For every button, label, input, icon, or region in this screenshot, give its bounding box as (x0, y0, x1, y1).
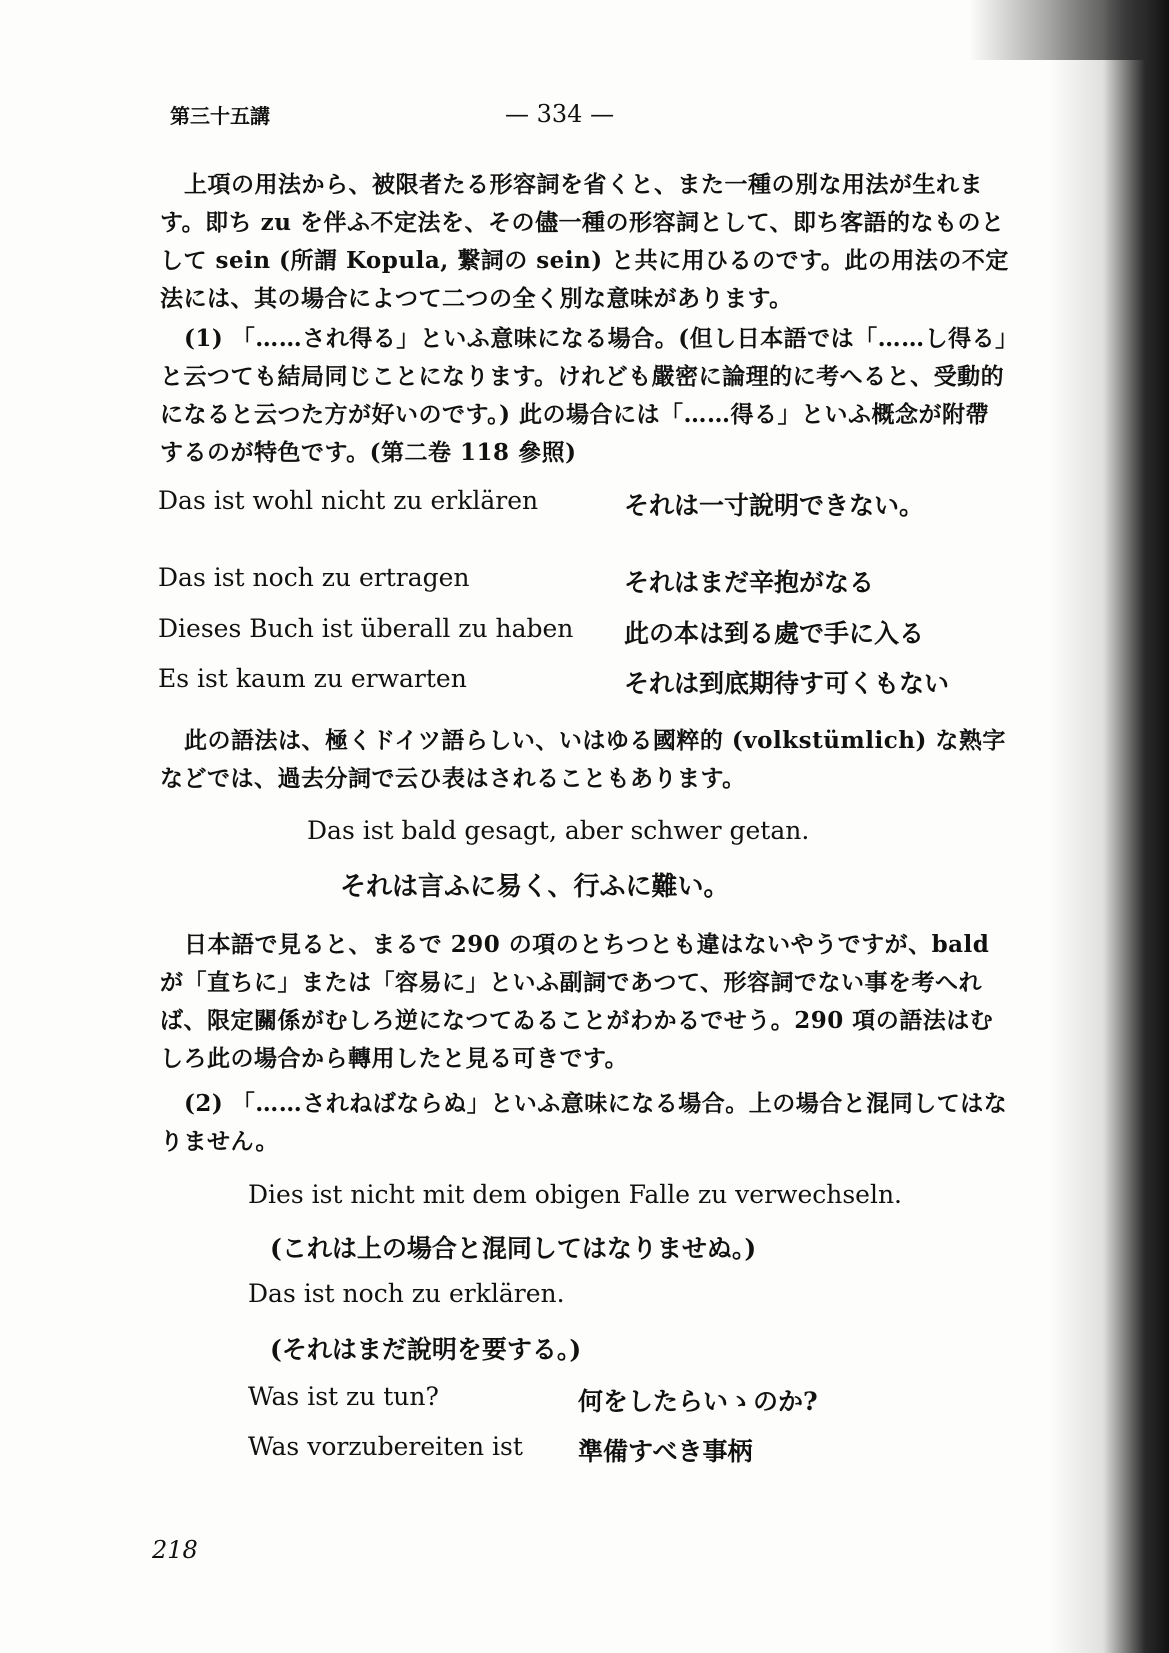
example-4-de: Es ist kaum zu erwarten (158, 664, 467, 693)
example-1-ja: それは一寸說明できない。 (624, 491, 925, 520)
example-7-de: Was ist zu tun? (248, 1382, 439, 1411)
page-edge-shadow (1049, 0, 1169, 1653)
example-6-ja: (それはまだ說明を要する。) (270, 1335, 582, 1364)
example-8-ja: 準備すべき事柄 (578, 1437, 753, 1466)
footer-page-number: 218 (152, 1536, 198, 1564)
paragraph-2-text: (1) 「……され得る」といふ意味になる場合。(但し日本語では「……し得る」と云つても結局同じことになります。けれども嚴密に論理的に考へると、受動的になると云つた方が好いのです。) 此の場合には「……得る」といふ概念が附帶するのが特色です。(第二卷 118 參照) (160, 325, 1008, 466)
proverb-de: Das ist bald gesagt, aber schwer getan. (307, 816, 810, 845)
paragraph-4 (160, 926, 1010, 1078)
example-6-de: Das ist noch zu erklären. (248, 1279, 565, 1308)
example-5-ja: (これは上の場合と混同してはなりませぬ。) (270, 1234, 757, 1263)
example-5-de: Dies ist nicht mit dem obigen Falle zu verwechseln. (248, 1180, 903, 1209)
paragraph-2 (160, 320, 1010, 472)
paragraph-5-text: (2) 「……されねばならぬ」といふ意味になる場合。上の場合と混同してはなりません。 (160, 1090, 1008, 1155)
chapter-header: 第三十五講 (170, 104, 270, 128)
example-8-de: Was vorzubereiten ist (248, 1432, 523, 1461)
example-7-ja: 何をしたらいゝのか? (578, 1387, 818, 1416)
paragraph-5 (160, 1085, 1010, 1161)
paragraph-3 (160, 722, 1010, 798)
paragraph-3-text: 此の語法は、極くドイツ語らしい、いはゆる國粹的 (volkstümlich) な熟字などでは、過去分詞で云ひ表はされることもあります。 (160, 727, 1006, 792)
example-4-ja: それは到底期待す可くもない (624, 669, 950, 698)
example-3-de: Dieses Buch ist überall zu haben (158, 614, 574, 643)
example-1-de: Das ist wohl nicht zu erklären (158, 486, 539, 515)
proverb-ja: それは言ふに易く、行ふに難い。 (340, 872, 730, 902)
paragraph-1-text: 上項の用法から、被限者たる形容詞を省くと、また一種の別な用法が生れます。即ち zu を伴ふ不定法を、その儘一種の形容詞として、即ち客語的なものとして sein (所謂 Kopula, 繋詞の sein) と共に用ひるのです。此の用法の不定法には、其の場合によつて二つの全く別な意味があります。 (160, 171, 1009, 312)
paragraph-4-text: 日本語で見ると、まるで 290 の項のとちつとも違はないやうですが、bald が「直ちに」または「容易に」といふ副詞であつて、形容詞でない事を考へれば、限定關係がむしろ逆になつてゐることがわかるでせう。290 項の語法はむしろ此の場合から轉用したと見る可きです。 (160, 931, 994, 1072)
page-number-header: — 334 — (505, 100, 615, 128)
example-2-ja: それはまだ辛抱がなる (624, 568, 875, 597)
example-3-ja: 此の本は到る處で手に入る (624, 619, 925, 648)
example-2-de: Das ist noch zu ertragen (158, 563, 470, 592)
paragraph-1 (160, 166, 1010, 318)
